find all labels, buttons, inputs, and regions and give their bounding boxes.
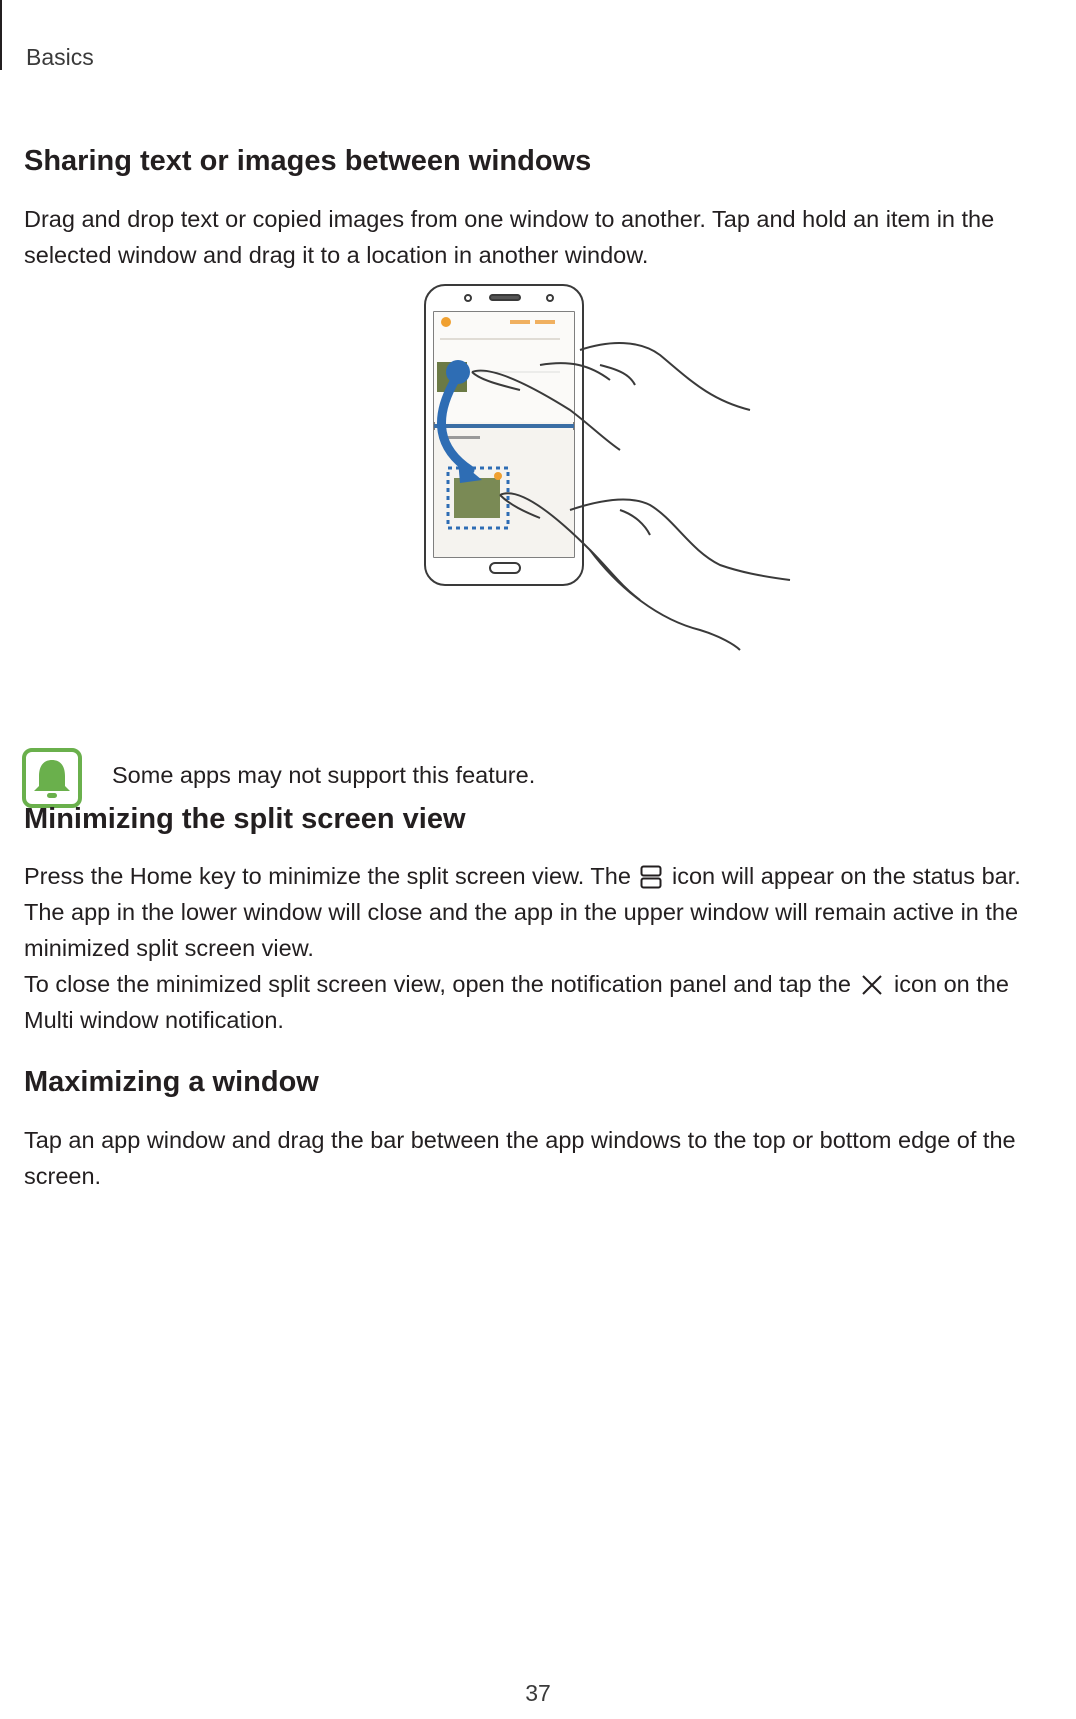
section-heading-maximizing: Maximizing a window — [24, 1066, 319, 1098]
running-header: Basics — [26, 44, 94, 70]
close-icon — [860, 973, 884, 997]
split-divider-bar — [434, 424, 574, 428]
paragraph-sharing: Drag and drop text or copied images from one window to another. Tap and hold an item in the selected window and drag it to a location in another window. — [24, 206, 995, 268]
page-corner-line — [0, 0, 2, 70]
section-heading-sharing: Sharing text or images between windows — [24, 145, 592, 177]
split-screen-icon — [640, 865, 662, 889]
paragraph-minimizing-2: To close the minimized split screen view, open the notification panel and tap the icon on the Multi window notification. — [24, 971, 1009, 1033]
section-heading-minimizing: Minimizing the split screen view — [24, 803, 466, 835]
note-text: Some apps may not support this feature. — [112, 762, 536, 788]
bell-note-icon — [22, 748, 82, 808]
paragraph-minimizing-1: Press the Home key to minimize the split screen view. The icon will appear on the status bar. The app in the lower window will close and the app in the upper window will remain active in the minimized split screen view. — [24, 863, 1021, 961]
page-number: 37 — [525, 1680, 551, 1706]
drag-drop-illustration — [420, 280, 800, 660]
paragraph-maximizing: Tap an app window and drag the bar between the app windows to the top or bottom edge of the screen. — [24, 1127, 1016, 1189]
